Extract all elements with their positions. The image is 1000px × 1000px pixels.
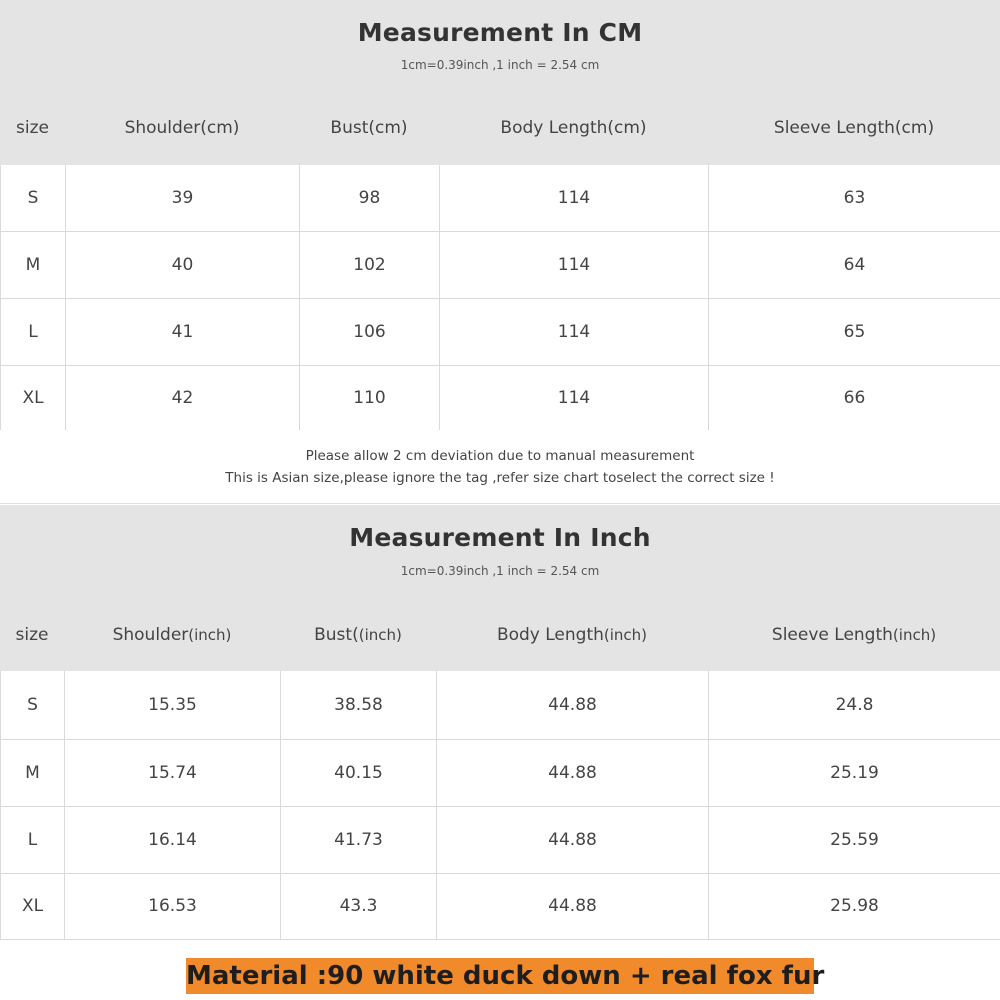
table-row bbox=[1, 298, 1000, 365]
cm-size-table bbox=[0, 165, 1000, 431]
shoulder-cell: 41 bbox=[66, 298, 300, 365]
bust-cell: 110 bbox=[300, 365, 440, 430]
table-row bbox=[1, 806, 1000, 873]
bust-cell: 102 bbox=[300, 231, 440, 298]
body-length-cell: 114 bbox=[440, 365, 709, 430]
size-cell: XL bbox=[1, 873, 65, 939]
inch-section-header bbox=[0, 505, 1000, 671]
body-length-cell: 44.88 bbox=[437, 671, 709, 739]
table-row bbox=[1, 231, 1000, 298]
body-length-cell: 114 bbox=[440, 165, 709, 231]
sleeve-length-cell: 24.8 bbox=[709, 671, 1000, 739]
shoulder-cell: 15.35 bbox=[65, 671, 281, 739]
inch-header-sleeve-length: Sleeve Length (inch) bbox=[771, 625, 937, 645]
cm-section-header bbox=[0, 0, 1000, 165]
sleeve-length-cell: 25.19 bbox=[709, 739, 1000, 806]
bust-cell: 40.15 bbox=[281, 739, 437, 806]
inch-title: Measurement In Inch bbox=[349, 523, 651, 552]
body-length-cell: 44.88 bbox=[437, 806, 709, 873]
cm-header-bust: Bust(cm) bbox=[330, 118, 408, 138]
size-cell: M bbox=[1, 739, 65, 806]
size-cell: S bbox=[1, 671, 65, 739]
bust-cell: 38.58 bbox=[281, 671, 437, 739]
measurement-notes bbox=[0, 430, 1000, 504]
sleeve-length-cell: 63 bbox=[709, 165, 1000, 231]
body-length-cell: 114 bbox=[440, 231, 709, 298]
sleeve-length-cell: 25.59 bbox=[709, 806, 1000, 873]
inch-header-bust: Bust( (inch) bbox=[314, 625, 402, 645]
bust-cell: 43.3 bbox=[281, 873, 437, 939]
shoulder-cell: 15.74 bbox=[65, 739, 281, 806]
inch-size-table bbox=[0, 671, 1000, 940]
sleeve-length-cell: 64 bbox=[709, 231, 1000, 298]
sleeve-length-cell: 25.98 bbox=[709, 873, 1000, 939]
shoulder-cell: 40 bbox=[66, 231, 300, 298]
body-length-cell: 114 bbox=[440, 298, 709, 365]
body-length-cell: 44.88 bbox=[437, 873, 709, 939]
shoulder-cell: 39 bbox=[66, 165, 300, 231]
cm-header-sleeve-length: Sleeve Length(cm) bbox=[773, 118, 935, 138]
shoulder-cell: 16.53 bbox=[65, 873, 281, 939]
cm-header-body-length: Body Length(cm) bbox=[500, 118, 647, 138]
cm-header-row bbox=[0, 98, 1000, 158]
inch-header-body-length: Body Length (inch) bbox=[496, 625, 648, 645]
bust-cell: 106 bbox=[300, 298, 440, 365]
table-row bbox=[1, 873, 1000, 939]
cm-header-size: size bbox=[16, 118, 49, 138]
bust-cell: 98 bbox=[300, 165, 440, 231]
table-row bbox=[1, 365, 1000, 430]
size-cell: S bbox=[1, 165, 66, 231]
size-cell: L bbox=[1, 298, 66, 365]
table-row bbox=[1, 165, 1000, 231]
deviation-note: Please allow 2 cm deviation due to manual measurement bbox=[305, 448, 695, 464]
size-cell: M bbox=[1, 231, 66, 298]
sleeve-length-cell: 65 bbox=[709, 298, 1000, 365]
cm-title: Measurement In CM bbox=[357, 18, 643, 47]
size-cell: XL bbox=[1, 365, 66, 430]
inch-conversion-note: 1cm=0.39inch ,1 inch = 2.54 cm bbox=[400, 564, 600, 578]
inch-header-size: size bbox=[15, 625, 49, 645]
table-row bbox=[1, 739, 1000, 806]
shoulder-cell: 16.14 bbox=[65, 806, 281, 873]
material-footer bbox=[0, 940, 1000, 1000]
size-cell: L bbox=[1, 806, 65, 873]
inch-header-shoulder: Shoulder (inch) bbox=[112, 625, 232, 645]
table-row bbox=[1, 671, 1000, 739]
sleeve-length-cell: 66 bbox=[709, 365, 1000, 430]
asian-size-note: This is Asian size,please ignore the tag ,refer size chart toselect the correct size ! bbox=[225, 470, 775, 486]
inch-header-row bbox=[0, 605, 1000, 665]
shoulder-cell: 42 bbox=[66, 365, 300, 430]
cm-header-shoulder: Shoulder(cm) bbox=[124, 118, 240, 138]
cm-conversion-note: 1cm=0.39inch ,1 inch = 2.54 cm bbox=[400, 58, 600, 72]
bust-cell: 41.73 bbox=[281, 806, 437, 873]
body-length-cell: 44.88 bbox=[437, 739, 709, 806]
material-banner: Material :90 white duck down + real fox fur bbox=[186, 958, 814, 994]
